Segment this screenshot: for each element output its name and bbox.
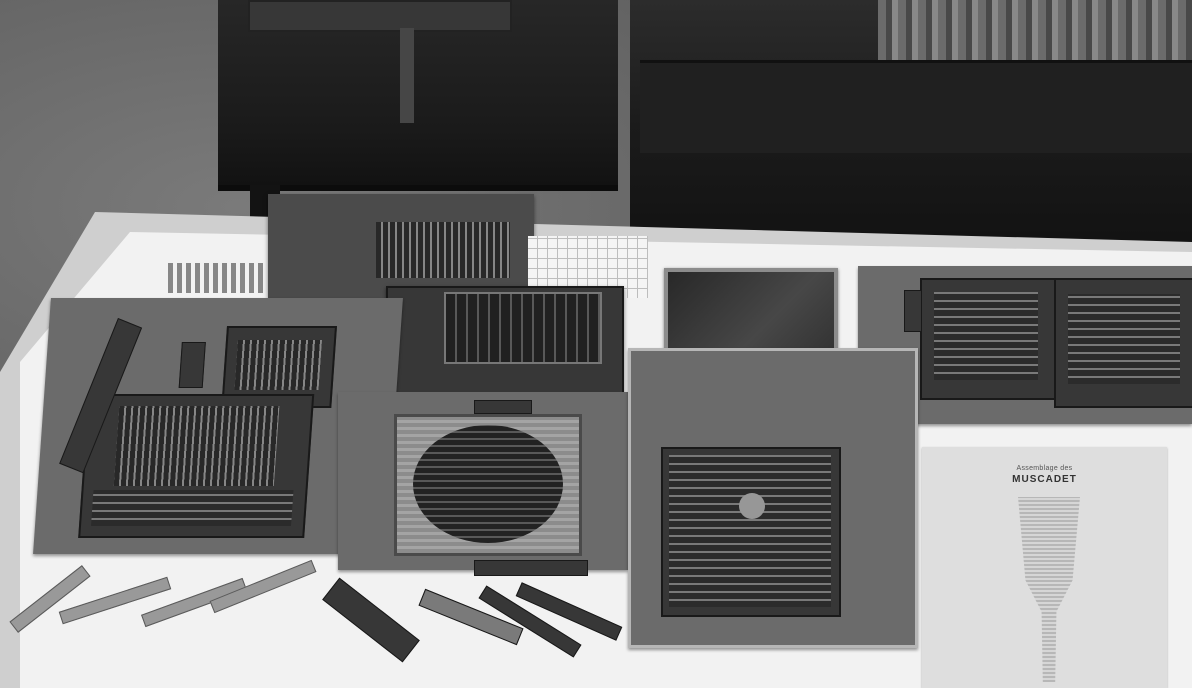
forme-two-rows [1068, 294, 1180, 384]
forme-one-rows [934, 292, 1038, 380]
case-cells [444, 292, 602, 364]
press-post [400, 28, 414, 123]
block-top [474, 400, 532, 414]
forme-one [920, 278, 1056, 400]
board-middle [338, 392, 628, 570]
wooden-tray [268, 194, 534, 298]
oval-type [413, 425, 563, 543]
forme-two [1054, 278, 1192, 408]
oval-forme-frame [394, 414, 582, 556]
type-case-forme [386, 286, 624, 394]
lead-block [179, 342, 206, 388]
type-block [376, 222, 510, 278]
large-forme [78, 394, 314, 538]
label-forme [661, 447, 841, 617]
label-forme-type [669, 455, 831, 607]
block-bottom [474, 560, 588, 576]
poster-subtitle: Assemblage des [1016, 465, 1073, 472]
quoin [904, 290, 922, 332]
poster-title: MUSCADET [1012, 474, 1077, 485]
small-forme-type [235, 340, 322, 390]
bench-drawer-front [640, 60, 1192, 153]
board-center [628, 348, 918, 648]
wine-glass-calligram [1018, 497, 1080, 682]
loose-type-pieces [168, 263, 263, 293]
large-forme-rows [91, 490, 294, 526]
poster [922, 447, 1167, 688]
large-forme-type [114, 406, 280, 486]
press-frame [248, 0, 512, 32]
medallion-ornament [739, 493, 765, 519]
